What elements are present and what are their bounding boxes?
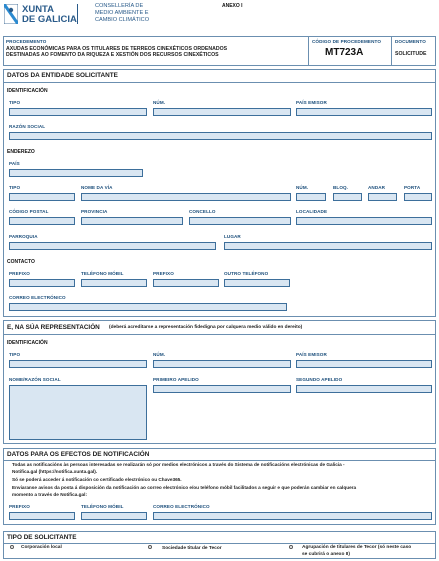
pais-emisor-label: PAÍS EMISOR: [296, 100, 327, 105]
prefixo1-label: PREFIXO: [9, 271, 30, 276]
agrupacion-titulares-radio[interactable]: [289, 545, 293, 549]
rep-tipo-field[interactable]: [9, 360, 147, 368]
agrupacion-titulares-label-line2: se cubrirá o anexo II): [302, 552, 350, 557]
contact-heading: CONTACTO: [7, 259, 35, 265]
prefixo2-label: PREFIXO: [153, 271, 174, 276]
andar-label: ANDAR: [368, 185, 386, 190]
applicant-type-title: TIPO DE SOLICITANTE: [7, 534, 77, 541]
nome-via-label: NOME DA VÍA: [81, 185, 113, 190]
localidade-field[interactable]: [296, 217, 432, 225]
notification-line4: Enviaranse avisos da posta á disposición da notificación ao correo electrónico e/ou teléfono móbil facilitados a seguir e que poderán cambiar en calquera: [12, 485, 357, 490]
rep-identification-heading: IDENTIFICACIÓN: [7, 340, 48, 346]
dept-line3: CAMBIO CLIMÁTICO: [95, 17, 150, 23]
bloq-label: BLOQ.: [333, 185, 349, 190]
rep-segundo-apelido-label: SEGUNDO APELIDO: [296, 377, 343, 382]
address-num-label: NÚM.: [296, 185, 309, 190]
prefixo2-field[interactable]: [153, 279, 219, 287]
logo-divider: [77, 4, 78, 24]
rep-primeiro-apelido-field[interactable]: [153, 385, 291, 393]
porta-field[interactable]: [404, 193, 432, 201]
address-heading: ENDEREZO: [7, 149, 35, 155]
bloq-field[interactable]: [333, 193, 362, 201]
razon-social-label: RAZÓN SOCIAL: [9, 124, 46, 129]
parroquia-field[interactable]: [9, 242, 216, 250]
notif-correo-field[interactable]: [153, 512, 432, 520]
provincia-field[interactable]: [81, 217, 183, 225]
outro-telefono-label: OUTRO TELÉFONO: [224, 271, 269, 276]
codigo-postal-label: CÓDIGO POSTAL: [9, 209, 49, 214]
procedure-code: MT723A: [325, 47, 364, 58]
notification-title-rule: [3, 460, 436, 461]
pais-label: PAÍS: [9, 161, 20, 166]
localidade-label: LOCALIDADE: [296, 209, 328, 214]
rep-num-label: NÚM.: [153, 352, 166, 357]
lugar-field[interactable]: [224, 242, 432, 250]
representation-note: (deberá acreditarse a representación fidedigna por calquera medio válido en dereito): [109, 325, 303, 330]
notif-telefono-field[interactable]: [81, 512, 147, 520]
notification-line3: Só se poderá acceder á notificación co certificado electrónico ou Chave365.: [12, 477, 182, 482]
logo-line1: XUNTA: [22, 4, 55, 15]
applicant-title-rule: [3, 82, 436, 83]
provincia-label: PROVINCIA: [81, 209, 108, 214]
rep-nome-label: NOME/RAZÓN SOCIAL: [9, 377, 61, 382]
rep-tipo-label: TIPO: [9, 352, 21, 357]
notification-title: DATOS PARA OS EFECTOS DE NOTIFICACIÓN: [7, 451, 150, 458]
telefono-mobil-label: TELÉFONO MÓBIL: [81, 271, 124, 276]
procedure-divider-2: [391, 36, 392, 66]
codigo-postal-field[interactable]: [9, 217, 75, 225]
annex-label: ANEXO I: [222, 3, 243, 9]
rep-segundo-apelido-field[interactable]: [296, 385, 432, 393]
razon-social-field[interactable]: [9, 132, 432, 140]
rep-num-field[interactable]: [153, 360, 291, 368]
representation-title: E, NA SÚA REPRESENTACIÓN: [7, 324, 100, 331]
notif-prefixo-field[interactable]: [9, 512, 75, 520]
address-tipo-field[interactable]: [9, 193, 75, 201]
sociedade-titular-label: Sociedade titular de Tecor: [162, 546, 222, 551]
correo-field[interactable]: [9, 303, 287, 311]
notification-line1: Todas as notificacións às persoas interesadas se realizarán só por medios electrónicos a través do Sistema de notificacións electrónicas de Galicia -: [12, 462, 345, 467]
corporacion-local-radio[interactable]: [10, 545, 14, 549]
document-label: DOCUMENTO: [395, 39, 426, 44]
rep-nome-field[interactable]: [9, 385, 147, 440]
lugar-label: LUGAR: [224, 234, 241, 239]
representation-title-rule: [3, 334, 436, 335]
nome-via-field[interactable]: [81, 193, 291, 201]
notification-line2: Notifica.gal (https://notifica.xunta.gal).: [12, 469, 98, 474]
dept-line2: MEDIO AMBIENTE E: [95, 10, 149, 16]
procedure-code-label: CÓDIGO DE PROCEDEMENTO: [312, 39, 381, 44]
notif-telefono-label: TELÉFONO MÓBIL: [81, 504, 124, 509]
agrupacion-titulares-label-line1: Agrupación de titulares de Tecor (só neste caso: [302, 545, 412, 550]
procedure-divider-1: [308, 36, 309, 66]
sociedade-titular-radio[interactable]: [148, 545, 152, 549]
address-num-field[interactable]: [296, 193, 326, 201]
pais-field[interactable]: [9, 169, 143, 177]
applicant-section-title: DATOS DA ENTIDADE SOLICITANTE: [7, 72, 118, 79]
concello-field[interactable]: [189, 217, 291, 225]
dept-line1: CONSELLERÍA DE: [95, 3, 144, 9]
outro-telefono-field[interactable]: [224, 279, 290, 287]
andar-field[interactable]: [368, 193, 397, 201]
identification-heading: IDENTIFICACIÓN: [7, 88, 48, 94]
rep-pais-emisor-field[interactable]: [296, 360, 432, 368]
num-field[interactable]: [153, 108, 291, 116]
tipo-label: TIPO: [9, 100, 21, 105]
rep-primeiro-apelido-label: PRIMEIRO APELIDO: [153, 377, 199, 382]
procedure-title-line1: AXUDAS ECONÓMICAS PARA OS TITULARES DE TERREOS CINEXÉTICOS ORDENADOS: [6, 46, 228, 52]
prefixo1-field[interactable]: [9, 279, 75, 287]
notif-correo-label: CORREO ELECTRÓNICO: [153, 504, 210, 509]
procedure-title-line2: DESTINADAS AO FOMENTO DA RIQUEZA E XESTIÓN DOS RECURSOS CINEXÉTICOS: [6, 52, 219, 58]
porta-label: PORTA: [404, 185, 421, 190]
tipo-field[interactable]: [9, 108, 147, 116]
pais-emisor-field[interactable]: [296, 108, 432, 116]
applicant-type-rule: [3, 543, 436, 544]
document-value: SOLICITUDE: [395, 51, 427, 57]
concello-label: CONCELLO: [189, 209, 216, 214]
xunta-logo: [4, 3, 92, 25]
logo-line2: DE GALICIA: [22, 14, 77, 25]
address-tipo-label: TIPO: [9, 185, 21, 190]
xunta-flag-icon: [4, 4, 18, 24]
notification-line5: momento a través de Notifica.gal:: [12, 492, 88, 497]
corporacion-local-label: Corporación local: [21, 545, 62, 550]
num-label: NÚM.: [153, 100, 166, 105]
procedure-label: PROCEDEMENTO: [6, 39, 47, 44]
notif-prefixo-label: PREFIXO: [9, 504, 30, 509]
rep-pais-emisor-label: PAÍS EMISOR: [296, 352, 327, 357]
parroquia-label: PARROQUIA: [9, 234, 38, 239]
telefono-mobil-field[interactable]: [81, 279, 147, 287]
correo-label: CORREO ELECTRÓNICO: [9, 295, 66, 300]
